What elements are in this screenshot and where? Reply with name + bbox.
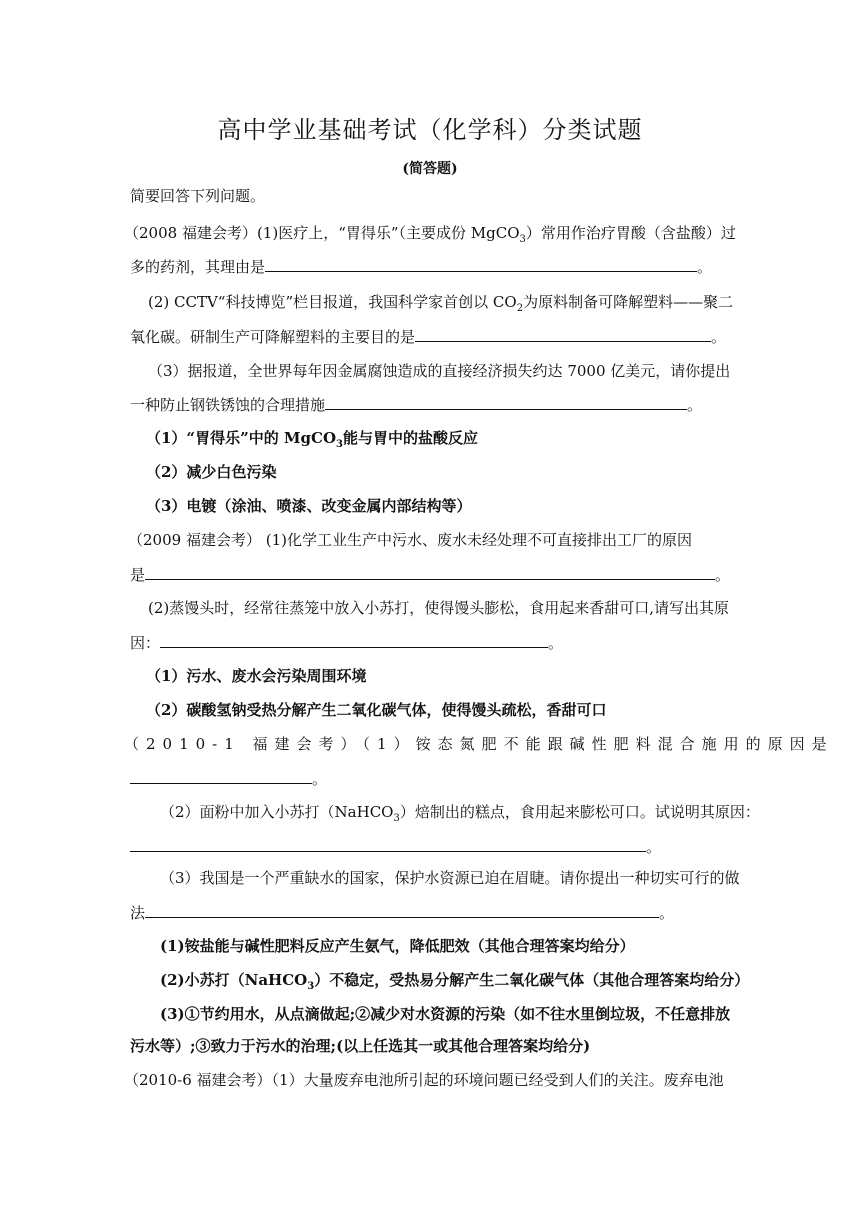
answer-blank[interactable] [265, 256, 697, 272]
q2010-6-line-1: （2010-6 福建会考）（1）大量废弃电池所引起的环境问题已经受到人们的关注。废弃电池 [124, 1071, 724, 1089]
q2010-1-line-2: 。 [130, 768, 327, 789]
intro-text: 简要回答下列问题。 [130, 187, 266, 205]
q2008-line-6: 一种防止钢铁锈蚀的合理措施 。 [130, 396, 703, 414]
q2008-answer-2: （2）减少白色污染 [146, 463, 277, 481]
q2008-line-3: (2) CCTV“科技博览”栏目报道，我国科学家首创以 $CO_2$为原料制备可降解塑料——聚二 [148, 293, 734, 314]
q2008-line-4: 氧化碳。研制生产可降解塑料的主要目的是 。 [130, 328, 727, 346]
q2010-1-line-1: （2010-1 福建会考）（1）铵态氮肥不能跟碱性肥料混合施用的原因是 [124, 735, 834, 753]
q2008-line-5: （3）据报道，全世界每年因金属腐蚀造成的直接经济损失约达 7000 亿美元，请你提出 [148, 362, 731, 380]
q2010-1-line-6: 法 。 [130, 904, 675, 922]
q2010-1-line-5: （3）我国是一个严重缺水的国家，保护水资源已迫在眉睫。请你提出一种切实可行的做 [160, 869, 740, 887]
q2008-line-1: （2008 福建会考）(1)医疗上，“胃得乐”（主要成份 MgCO$_3$）常用作治疗胃酸（含盐酸）过 [124, 224, 736, 245]
q2009-line-2: 是 。 [130, 566, 731, 584]
q2009-answer-2: （2）碳酸氢钠受热分解产生二氧化碳气体，使得馒头疏松，香甜可口 [146, 701, 607, 719]
document-title: 高中学业基础考试（化学科）分类试题 [217, 116, 643, 144]
q2010-1-answer-3-line-2: 污水等）;③致力于污水的治理;(以上任选其一或其他合理答案均给分) [130, 1037, 591, 1055]
q2008-line-2: 多的药剂，其理由是 。 [130, 258, 713, 276]
answer-blank[interactable] [145, 564, 715, 580]
answer-blank[interactable] [325, 394, 687, 410]
q2009-line-4: 因： 。 [130, 634, 564, 652]
q2009-line-3: (2)蒸馒头时，经常往蒸笼中放入小苏打，使得馒头膨松，食用起来香甜可口,请写出其原 [148, 599, 730, 617]
q2009-line-1: （2009 福建会考） (1)化学工业生产中污水、废水未经处理不可直接排出工厂的原因 [128, 531, 692, 549]
answer-blank[interactable] [415, 326, 711, 342]
q2008-answer-1: （1）“胃得乐”中的 MgCO$_3$能与胃中的盐酸反应 [146, 429, 478, 450]
q2008-answer-3: （3）电镀（涂油、喷漆、改变金属内部结构等） [146, 497, 472, 515]
q2010-1-answer-3-line-1: (3)①节约用水，从点滴做起;②减少对水资源的污染（如不往水里倒垃圾，不任意排放 [160, 1005, 731, 1023]
q2010-1-answer-1: (1)铵盐能与碱性肥料反应产生氨气，降低肥效（其他合理答案均给分） [160, 937, 635, 955]
answer-blank[interactable] [160, 632, 548, 648]
answer-blank[interactable] [145, 902, 659, 918]
answer-blank[interactable] [130, 836, 646, 852]
q2010-1-answer-2: (2)小苏打（NaHCO$_3$）不稳定，受热易分解产生二氧化碳气体（其他合理答案均给分） [160, 971, 750, 992]
q2010-1-line-3: （2）面粉中加入小苏打（NaHCO$_3$）焙制出的糕点，食用起来膨松可口。试说明其原因： [160, 803, 760, 824]
q2010-1-line-4: 。 [130, 836, 661, 857]
answer-blank[interactable] [130, 768, 312, 784]
document-subtitle: (简答题) [402, 161, 458, 177]
q2009-answer-1: （1）污水、废水会污染周围环境 [146, 667, 367, 685]
